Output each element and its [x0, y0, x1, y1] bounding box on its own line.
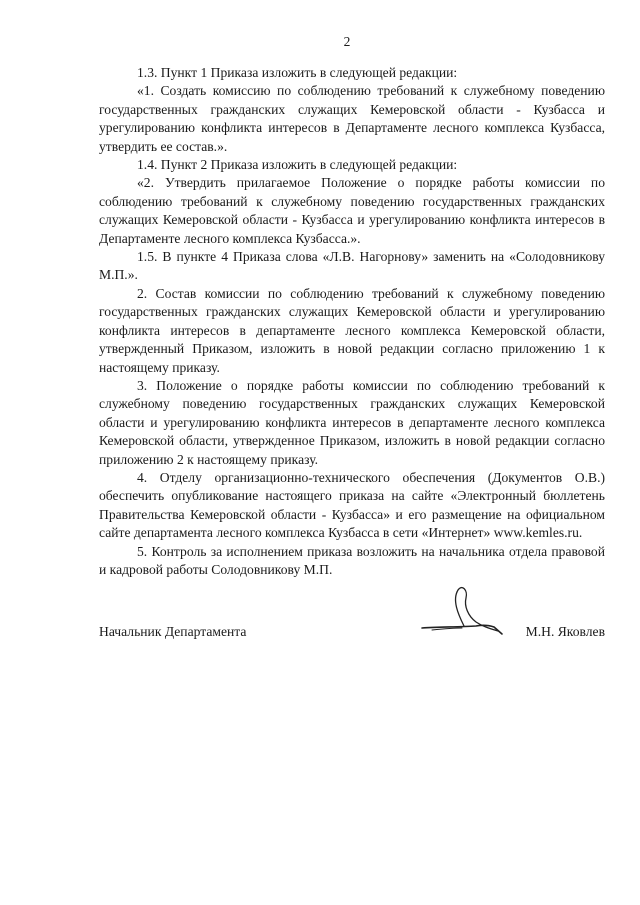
paragraph-1-4-text: «2. Утвердить прилагаемое Положение о порядке работы комиссии по соблюдению требований к служебному поведению государственных гражданских служащих Кемеровской области - Кузбасса и урегулированию конфликта интересов в Департаменте лесного комплекса Кузбасса.». [99, 175, 605, 246]
paragraph-1-5: 1.5. В пункте 4 Приказа слова «Л.В. Нагорнову» заменить на «Солодовникову М.П.». [99, 249, 605, 283]
signatory-name: М.Н. Яковлев [525, 624, 605, 639]
paragraph-1-3-text: «1. Создать комиссию по соблюдению требований к служебному поведению государственных гражданских служащих Кемеровской области - Кузбасса и урегулированию конфликта интересов в Департаменте лесного комплекса Кузбасса, утвердить ее состав.». [99, 83, 605, 154]
page-number: 2 [343, 34, 351, 49]
paragraph-2: 2. Состав комиссии по соблюдению требований к служебному поведению государственных гражданских служащих Кемеровской области и урегулированию конфликта интересов в департаменте лесного комплекса Кемеровской области, утвержденный Приказом, изложить в новой редакции согласно приложению 1 к настоящему приказу. [99, 285, 605, 375]
paragraph-5: 5. Контроль за исполнением приказа возложить на начальника отдела правовой и кадровой работы Солодовникову М.П. [99, 543, 605, 577]
document-body [99, 64, 605, 579]
paragraph-3: 3. Положение о порядке работы комиссии по соблюдению требований к служебному поведению государственных гражданских служащих Кемеровской области и урегулированию конфликта интересов в департаменте лесного комплекса Кемеровской области, утвержденное Приказом, изложить в новой редакции согласно приложению 2 к настоящему приказу. [99, 377, 605, 467]
paragraph-1-3-heading: 1.3. Пункт 1 Приказа изложить в следующей редакции: [137, 65, 458, 80]
signatory-position: Начальник Департамента [99, 624, 247, 639]
paragraph-1-4-heading: 1.4. Пункт 2 Приказа изложить в следующей редакции: [137, 157, 458, 173]
signature-block [99, 624, 605, 644]
paragraph-4: 4. Отделу организационно-технического обеспечения (Документов О.В.) обеспечить опубликование настоящего приказа на сайте «Электронный бюллетень Правительства Кемеровской области - Кузбасса» и его размещение на официальном сайте департамента лесного комплекса Кузбасса в сети «Интернет» www.kemles.ru. [99, 469, 605, 541]
